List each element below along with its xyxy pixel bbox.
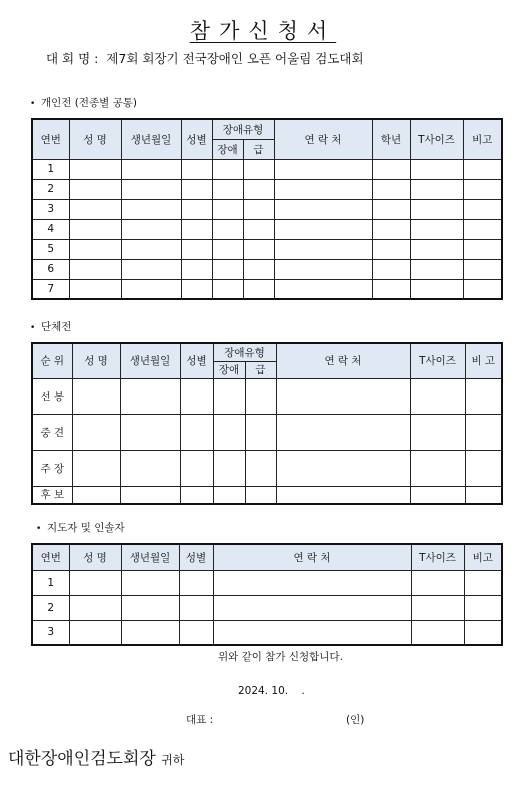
input-cell[interactable]	[274, 179, 372, 199]
header-cell: 연 락 처	[274, 119, 372, 159]
input-cell[interactable]	[372, 159, 410, 179]
input-cell[interactable]	[465, 450, 502, 486]
input-cell[interactable]	[120, 378, 180, 414]
input-cell[interactable]	[212, 199, 243, 219]
header-cell: 성별	[181, 119, 212, 159]
input-cell[interactable]	[69, 570, 121, 595]
input-cell[interactable]	[464, 620, 502, 645]
input-cell[interactable]	[179, 570, 213, 595]
input-cell[interactable]	[121, 159, 181, 179]
input-cell[interactable]	[181, 159, 212, 179]
header-cell: 연번	[32, 544, 69, 570]
table-row	[32, 620, 502, 645]
table-row	[32, 179, 502, 199]
header-cell: 비고	[463, 119, 502, 159]
input-cell[interactable]	[274, 159, 372, 179]
header-cell: T사이즈	[410, 343, 465, 378]
input-cell[interactable]	[212, 259, 243, 279]
input-cell[interactable]	[213, 620, 411, 645]
row-number: 6	[32, 259, 69, 279]
input-cell[interactable]	[274, 239, 372, 259]
input-cell[interactable]	[410, 279, 463, 299]
input-cell[interactable]	[72, 378, 120, 414]
input-cell[interactable]	[69, 159, 121, 179]
bullet-icon: •	[30, 99, 36, 109]
section-coach-text: 지도자 및 인솔자	[47, 522, 125, 534]
individual-table	[31, 118, 503, 300]
table-row	[32, 414, 502, 450]
input-cell[interactable]	[120, 414, 180, 450]
input-cell[interactable]	[410, 414, 465, 450]
input-cell[interactable]	[69, 199, 121, 219]
header-cell: 비고	[464, 544, 502, 570]
input-cell[interactable]	[465, 486, 502, 504]
input-cell[interactable]	[463, 219, 502, 239]
table-row	[32, 595, 502, 620]
representative-label: 대표 :	[186, 714, 214, 726]
date-text: 2024. 10. .	[238, 685, 305, 697]
row-number: 7	[32, 279, 69, 299]
input-cell[interactable]	[276, 414, 410, 450]
input-cell[interactable]	[410, 259, 463, 279]
input-cell[interactable]	[72, 486, 120, 504]
input-cell[interactable]	[69, 595, 121, 620]
header-cell: 성 명	[72, 343, 120, 378]
input-cell[interactable]	[181, 279, 212, 299]
table-row	[32, 450, 502, 486]
input-cell[interactable]	[69, 620, 121, 645]
header-cell: 생년월일	[120, 343, 180, 378]
input-cell[interactable]	[180, 450, 213, 486]
input-cell[interactable]	[372, 259, 410, 279]
row-number: 2	[32, 179, 69, 199]
input-cell[interactable]	[245, 378, 276, 414]
input-cell[interactable]	[121, 219, 181, 239]
form-title: 참가신청서	[189, 19, 337, 43]
bullet-icon: •	[30, 323, 36, 333]
header-cell: T사이즈	[411, 544, 464, 570]
input-cell[interactable]	[121, 179, 181, 199]
table-row	[32, 486, 502, 504]
input-cell[interactable]	[181, 219, 212, 239]
bullet-icon: •	[36, 524, 42, 534]
input-cell[interactable]	[179, 595, 213, 620]
input-cell[interactable]	[245, 450, 276, 486]
input-cell[interactable]	[463, 239, 502, 259]
input-cell[interactable]	[274, 279, 372, 299]
table-row	[32, 239, 502, 259]
input-cell[interactable]	[121, 595, 179, 620]
input-cell[interactable]	[212, 219, 243, 239]
input-cell[interactable]	[121, 259, 181, 279]
table-row	[32, 219, 502, 239]
input-cell[interactable]	[243, 239, 274, 259]
input-cell[interactable]	[243, 199, 274, 219]
header-cell: 성별	[179, 544, 213, 570]
input-cell[interactable]	[181, 259, 212, 279]
row-number: 1	[32, 570, 69, 595]
table-row	[32, 159, 502, 179]
input-cell[interactable]	[181, 199, 212, 219]
section-team-text: 단체전	[41, 321, 72, 333]
table-row	[32, 378, 502, 414]
input-cell[interactable]	[410, 378, 465, 414]
input-cell[interactable]	[213, 450, 245, 486]
input-cell[interactable]	[274, 259, 372, 279]
position-label: 선 봉	[32, 378, 72, 414]
header-cell: 생년월일	[121, 119, 181, 159]
input-cell[interactable]	[372, 239, 410, 259]
input-cell[interactable]	[69, 259, 121, 279]
input-cell[interactable]	[372, 279, 410, 299]
position-label: 후 보	[32, 486, 72, 504]
input-cell[interactable]	[180, 378, 213, 414]
header-cell: T사이즈	[410, 119, 463, 159]
position-label: 중 견	[32, 414, 72, 450]
input-cell[interactable]	[411, 595, 464, 620]
seal-mark: (인)	[346, 714, 365, 726]
input-cell[interactable]	[243, 219, 274, 239]
header-cell: 성 명	[69, 119, 121, 159]
header-cell: 학년	[372, 119, 410, 159]
row-number: 2	[32, 595, 69, 620]
header-cell: 연번	[32, 119, 69, 159]
input-cell[interactable]	[410, 219, 463, 239]
section-coach-label	[36, 521, 125, 536]
input-cell[interactable]	[121, 570, 179, 595]
input-cell[interactable]	[72, 450, 120, 486]
header-cell: 급	[245, 361, 276, 378]
row-number: 3	[32, 199, 69, 219]
input-cell[interactable]	[245, 486, 276, 504]
input-cell[interactable]	[463, 199, 502, 219]
input-cell[interactable]	[245, 414, 276, 450]
declaration-text: 위와 같이 참가 신청합니다.	[218, 651, 343, 663]
team-table	[31, 342, 503, 505]
input-cell[interactable]	[121, 279, 181, 299]
input-cell[interactable]	[410, 239, 463, 259]
input-cell[interactable]	[213, 486, 245, 504]
input-cell[interactable]	[213, 595, 411, 620]
row-number: 5	[32, 239, 69, 259]
row-number: 3	[32, 620, 69, 645]
input-cell[interactable]	[372, 219, 410, 239]
section-team-label	[30, 320, 71, 335]
input-cell[interactable]	[121, 620, 179, 645]
input-cell[interactable]	[464, 570, 502, 595]
header-cell: 장애유형	[213, 343, 276, 361]
input-cell[interactable]	[463, 259, 502, 279]
input-cell[interactable]	[276, 378, 410, 414]
header-cell: 연 락 처	[213, 544, 411, 570]
input-cell[interactable]	[180, 486, 213, 504]
input-cell[interactable]	[463, 159, 502, 179]
input-cell[interactable]	[69, 239, 121, 259]
input-cell[interactable]	[411, 570, 464, 595]
input-cell[interactable]	[243, 179, 274, 199]
section-individual-label	[30, 96, 137, 111]
input-cell[interactable]	[411, 620, 464, 645]
recipient-name: 대한장애인검도회장	[8, 749, 156, 769]
input-cell[interactable]	[69, 179, 121, 199]
input-cell[interactable]	[213, 378, 245, 414]
input-cell[interactable]	[464, 595, 502, 620]
input-cell[interactable]	[120, 450, 180, 486]
input-cell[interactable]	[372, 179, 410, 199]
section-individual-text: 개인전 (전종별 공통)	[41, 97, 138, 109]
input-cell[interactable]	[274, 219, 372, 239]
input-cell[interactable]	[410, 450, 465, 486]
recipient-line	[8, 747, 184, 772]
input-cell[interactable]	[410, 199, 463, 219]
input-cell[interactable]	[372, 199, 410, 219]
input-cell[interactable]	[274, 199, 372, 219]
header-cell: 장애유형	[212, 119, 274, 139]
row-number: 4	[32, 219, 69, 239]
row-number: 1	[32, 159, 69, 179]
input-cell[interactable]	[120, 486, 180, 504]
input-cell[interactable]	[463, 179, 502, 199]
input-cell[interactable]	[212, 279, 243, 299]
header-cell: 성별	[180, 343, 213, 378]
input-cell[interactable]	[276, 450, 410, 486]
input-cell[interactable]	[410, 179, 463, 199]
input-cell[interactable]	[69, 219, 121, 239]
representative-field[interactable]	[226, 711, 338, 727]
event-name: 대 회 명 : 제7회 회장기 전국장애인 오픈 어울림 검도대회	[46, 51, 364, 66]
input-cell[interactable]	[465, 378, 502, 414]
coach-table	[31, 543, 503, 646]
input-cell[interactable]	[213, 414, 245, 450]
input-cell[interactable]	[212, 239, 243, 259]
input-cell[interactable]	[212, 179, 243, 199]
input-cell[interactable]	[243, 279, 274, 299]
header-cell: 비 고	[465, 343, 502, 378]
input-cell[interactable]	[463, 279, 502, 299]
input-cell[interactable]	[410, 486, 465, 504]
input-cell[interactable]	[179, 620, 213, 645]
header-cell: 생년월일	[121, 544, 179, 570]
table-row	[32, 259, 502, 279]
header-cell: 성 명	[69, 544, 121, 570]
header-cell: 연 락 처	[276, 343, 410, 378]
input-cell[interactable]	[121, 239, 181, 259]
input-cell[interactable]	[121, 199, 181, 219]
honorific: 귀하	[161, 753, 185, 767]
input-cell[interactable]	[213, 570, 411, 595]
input-cell[interactable]	[410, 159, 463, 179]
header-cell: 급	[243, 139, 274, 159]
table-row	[32, 570, 502, 595]
header-cell: 장애	[213, 361, 245, 378]
input-cell[interactable]	[212, 159, 243, 179]
table-row	[32, 279, 502, 299]
input-cell[interactable]	[69, 279, 121, 299]
input-cell[interactable]	[181, 179, 212, 199]
header-cell: 장애	[212, 139, 243, 159]
input-cell[interactable]	[243, 159, 274, 179]
input-cell[interactable]	[180, 414, 213, 450]
input-cell[interactable]	[276, 486, 410, 504]
input-cell[interactable]	[181, 239, 212, 259]
input-cell[interactable]	[243, 259, 274, 279]
header-cell: 순 위	[32, 343, 72, 378]
input-cell[interactable]	[465, 414, 502, 450]
table-row	[32, 199, 502, 219]
position-label: 주 장	[32, 450, 72, 486]
input-cell[interactable]	[72, 414, 120, 450]
